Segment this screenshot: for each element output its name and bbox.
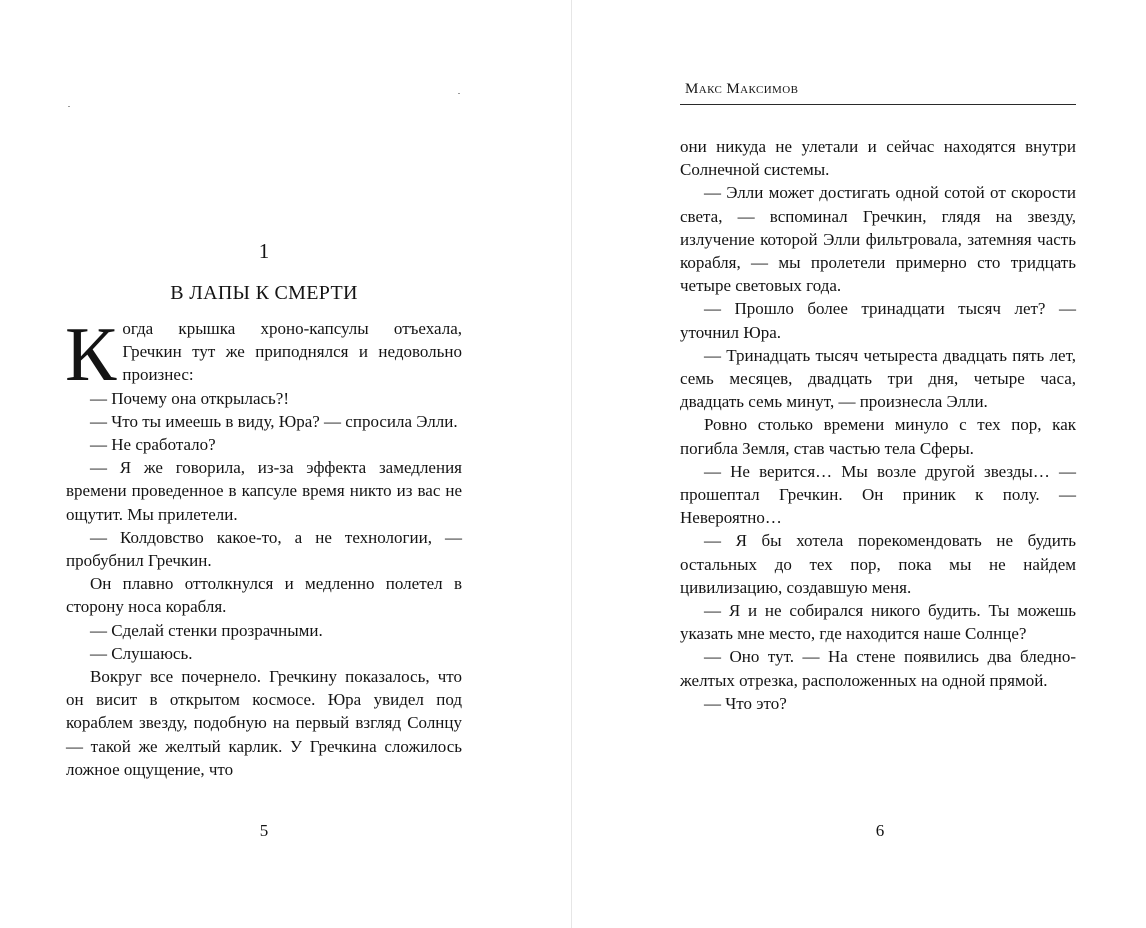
paragraph: — Что ты имеешь в виду, Юра? — спросила Элли. (90, 411, 458, 431)
paragraph: — Сделай стенки прозрачными. (90, 620, 323, 640)
paragraph: — Не верится… Мы возле другой звезды… — прошептал Гречкин. Он приник к полу. — Невероятно… (680, 461, 1076, 528)
opening-paragraph (65, 311, 462, 397)
left-page-text (65, 311, 462, 781)
print-mark (458, 93, 460, 94)
paragraph: — Прошло более тринадцати тысяч лет? — уточнил Юра. (680, 299, 1076, 342)
chapter-number: 1 (258, 239, 270, 263)
chapter-title: В ЛАПЫ К СМЕРТИ (170, 282, 358, 304)
paragraph: — Не сработало? (90, 435, 216, 455)
continuation-paragraph: они никуда не улетали и сейчас находятся внутри Солнечной системы. (680, 137, 1076, 180)
page-number: 5 (259, 821, 269, 840)
paragraph: — Я и не собирался никого будить. Ты можешь указать мне место, где находится наше Солнце? (680, 601, 1076, 644)
page-number: 6 (875, 821, 885, 840)
paragraph: Он плавно оттолкнулся и медленно полетел в сторону носа корабля. (66, 574, 462, 617)
paragraph: — Слушаюсь. (90, 643, 193, 663)
paragraph: — Колдовство какое-то, а не технологии, — пробубнил Гречкин. (66, 527, 462, 571)
running-head: Макс Максимов (685, 81, 799, 97)
paragraph: Ровно столько времени минуло с тех пор, как погибла Земля, став частью тела Сферы. (680, 415, 1076, 458)
left-page (0, 0, 571, 928)
right-page-text (680, 135, 1076, 715)
paragraph: Вокруг все почернело. Гречкину показалось, что он висит в открытом космосе. Юра увидел под кораблем звезду, подобную на первый взгляд Солнцу — такой же желтый карлик. У Гречкина сложилось ложное ощущение, что (66, 667, 462, 779)
paragraph: — Что это? (704, 693, 787, 713)
opening-paragraph-text: огда крышка хроно-капсулы отъехала, Гречкин тут же приподнялся и недовольно произнес: (122, 319, 462, 385)
paragraph: — Элли может достигать одной сотой от скорости света, — вспоминал Гречкин, глядя на звезду, излучение которой Элли фильтровала, затемняя часть корабля, — мы пролетели примерно сто тридцать четыре световых года. (680, 183, 1076, 296)
paragraph: — Я же говорила, из-за эффекта замедления времени проведенное в капсуле время никто из вас не ощутит. Мы прилетели. (66, 458, 462, 524)
print-mark (68, 106, 70, 107)
header-rule (680, 104, 1076, 105)
paragraph: — Тринадцать тысяч четыреста двадцать пять лет, семь месяцев, двадцать три дня, четыре часа, двадцать семь минут, — произнесла Элли. (680, 345, 1076, 412)
drop-cap: К (65, 311, 117, 397)
right-page (572, 0, 1146, 928)
paragraph: — Оно тут. — На стене появились два бледно-желтых отрезка, расположенных на одной прямой. (680, 647, 1076, 690)
paragraph: — Я бы хотела порекомендовать не будить остальных до тех пор, пока мы не найдем цивилизацию, создавшую меня. (680, 531, 1076, 597)
paragraph: — Почему она открылась?! (90, 388, 290, 408)
